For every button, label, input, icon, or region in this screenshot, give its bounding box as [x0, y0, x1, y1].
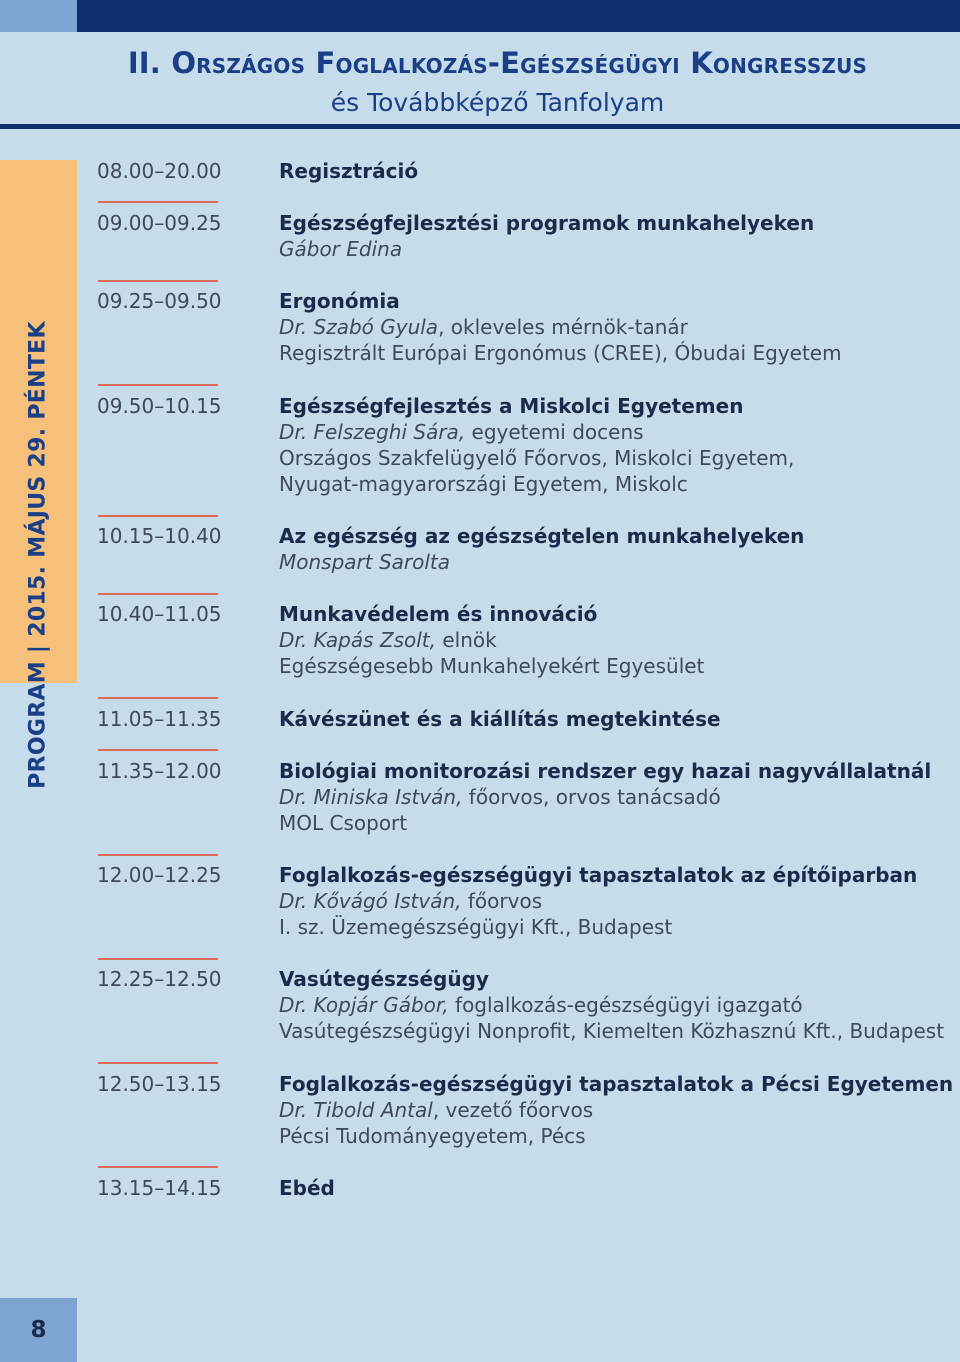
- entry-speaker-line: [279, 419, 939, 445]
- entry-content: [279, 210, 939, 262]
- entry-speaker-line: [279, 888, 939, 914]
- entry-role: főorvos: [461, 889, 543, 913]
- separator-line: [98, 593, 218, 595]
- entry-content: [279, 601, 939, 679]
- entry-title: Foglalkozás-egészségügyi tapasztalatok a Pécsi Egyetemen: [279, 1072, 954, 1096]
- entry-content: [279, 1071, 954, 1149]
- entry-title: Foglalkozás-egészségügyi tapasztalatok az építőiparban: [279, 863, 918, 887]
- entry-speaker: Dr. Felszeghi Sára,: [279, 420, 466, 444]
- entry-speaker: Dr. Tibold Antal: [279, 1098, 433, 1122]
- entry-affiliation: Egészségesebb Munkahelyekért Egyesület: [279, 654, 705, 678]
- entry-title: Regisztráció: [279, 159, 419, 183]
- separator-line: [98, 201, 218, 203]
- entry-time: 12.00–12.25: [97, 863, 222, 887]
- entry-title: Ebéd: [279, 1176, 335, 1200]
- entry-time: 09.00–09.25: [97, 211, 222, 235]
- entry-speaker: Monspart Sarolta: [279, 550, 451, 574]
- entry-content: [279, 288, 939, 366]
- entry-time: 11.35–12.00: [97, 759, 222, 783]
- separator-line: [98, 749, 218, 751]
- separator-line: [98, 697, 218, 699]
- sidebar-tab: [0, 160, 77, 789]
- entry-title: Biológiai monitorozási rendszer egy hazai nagyvállalatnál: [279, 759, 932, 783]
- entry-role: foglalkozás-egészségügyi igazgató: [448, 993, 803, 1017]
- entry-speaker: Dr. Kővágó István,: [279, 889, 462, 913]
- entry-time: 09.25–09.50: [97, 289, 222, 313]
- entry-content: [279, 523, 939, 575]
- entry-affiliation: Pécsi Tudományegyetem, Pécs: [279, 1124, 586, 1148]
- separator-line: [98, 1062, 218, 1064]
- entry-role: , vezető főorvos: [432, 1098, 594, 1122]
- congress-title: [0, 46, 960, 80]
- entry-title: Kávészünet és a kiállítás megtekintése: [279, 707, 721, 731]
- separator-line: [98, 1166, 218, 1168]
- entry-content: [279, 706, 939, 732]
- entry-title: Egészségfejlesztési programok munkahelyeken: [279, 211, 815, 235]
- entry-time: 12.25–12.50: [97, 967, 222, 991]
- entry-affiliation: Országos Szakfelügyelő Főorvos, Miskolci Egyetem,: [279, 446, 795, 470]
- entry-title: Az egészség az egészségtelen munkahelyeken: [279, 524, 805, 548]
- congress-subtitle: és Továbbképző Tanfolyam: [330, 88, 665, 117]
- title-word-3: Kongresszus: [690, 46, 868, 80]
- top-bar: [0, 0, 960, 32]
- entry-speaker-line: [279, 627, 939, 653]
- entry-title: Egészségfejlesztés a Miskolci Egyetemen: [279, 394, 744, 418]
- entry-title: Munkavédelem és innováció: [279, 602, 598, 626]
- entry-time: 10.40–11.05: [97, 602, 222, 626]
- sidebar-label: PROGRAM | 2015. MÁJUS 29. PÉNTEK: [25, 321, 51, 789]
- entry-time: 10.15–10.40: [97, 524, 222, 548]
- separator-line: [98, 854, 218, 856]
- entry-speaker-line: [279, 992, 939, 1018]
- entry-time: 12.50–13.15: [97, 1072, 222, 1096]
- separator-line: [98, 280, 218, 282]
- entry-time: 08.00–20.00: [97, 159, 222, 183]
- entry-affiliation: I. sz. Üzemegészségügyi Kft., Budapest: [279, 915, 673, 939]
- entry-title: Ergonómia: [279, 289, 400, 313]
- entry-speaker: Dr. Kapás Zsolt,: [279, 628, 437, 652]
- entry-speaker: Dr. Kopjár Gábor,: [279, 993, 449, 1017]
- entry-time: 11.05–11.35: [97, 707, 222, 731]
- header-divider: [0, 124, 960, 129]
- entry-speaker: Gábor Edina: [279, 237, 403, 261]
- entry-content: [279, 158, 939, 184]
- entry-content: [279, 393, 939, 497]
- entry-affiliation: Nyugat-magyarországi Egyetem, Miskolc: [279, 472, 688, 496]
- entry-role: főorvos, orvos tanácsadó: [462, 785, 721, 809]
- entry-speaker-line: [279, 784, 939, 810]
- entry-speaker: Dr. Szabó Gyula: [279, 315, 439, 339]
- entry-role: egyetemi docens: [465, 420, 644, 444]
- top-bar-accent: [0, 0, 77, 32]
- title-word-1: Országos: [171, 46, 306, 80]
- entry-speaker-line: [279, 314, 939, 340]
- separator-line: [98, 958, 218, 960]
- entry-speaker-line: [279, 1097, 939, 1123]
- entry-content: [279, 758, 939, 836]
- entry-content: [279, 862, 939, 940]
- entry-affiliation: MOL Csoport: [279, 811, 408, 835]
- entry-time: 13.15–14.15: [97, 1176, 222, 1200]
- entry-affiliation: Vasútegészségügyi Nonprofit, Kiemelten Közhasznú Kft., Budapest: [279, 1019, 945, 1043]
- entry-title: Vasútegészségügy: [279, 967, 489, 991]
- title-roman: II.: [127, 46, 162, 80]
- title-word-2: Foglalkozás-Egészségügyi: [315, 46, 680, 80]
- page-number: 8: [0, 1298, 77, 1362]
- separator-line: [98, 515, 218, 517]
- separator-line: [98, 384, 218, 386]
- entry-speaker: Dr. Miniska István,: [279, 785, 463, 809]
- entry-affiliation: Regisztrált Európai Ergonómus (CREE), Óbudai Egyetem: [279, 341, 842, 365]
- entry-time: 09.50–10.15: [97, 394, 222, 418]
- entry-content: [279, 1175, 939, 1201]
- entry-role: , okleveles mérnök-tanár: [438, 315, 688, 339]
- entry-role: elnök: [436, 628, 497, 652]
- entry-content: [279, 966, 945, 1044]
